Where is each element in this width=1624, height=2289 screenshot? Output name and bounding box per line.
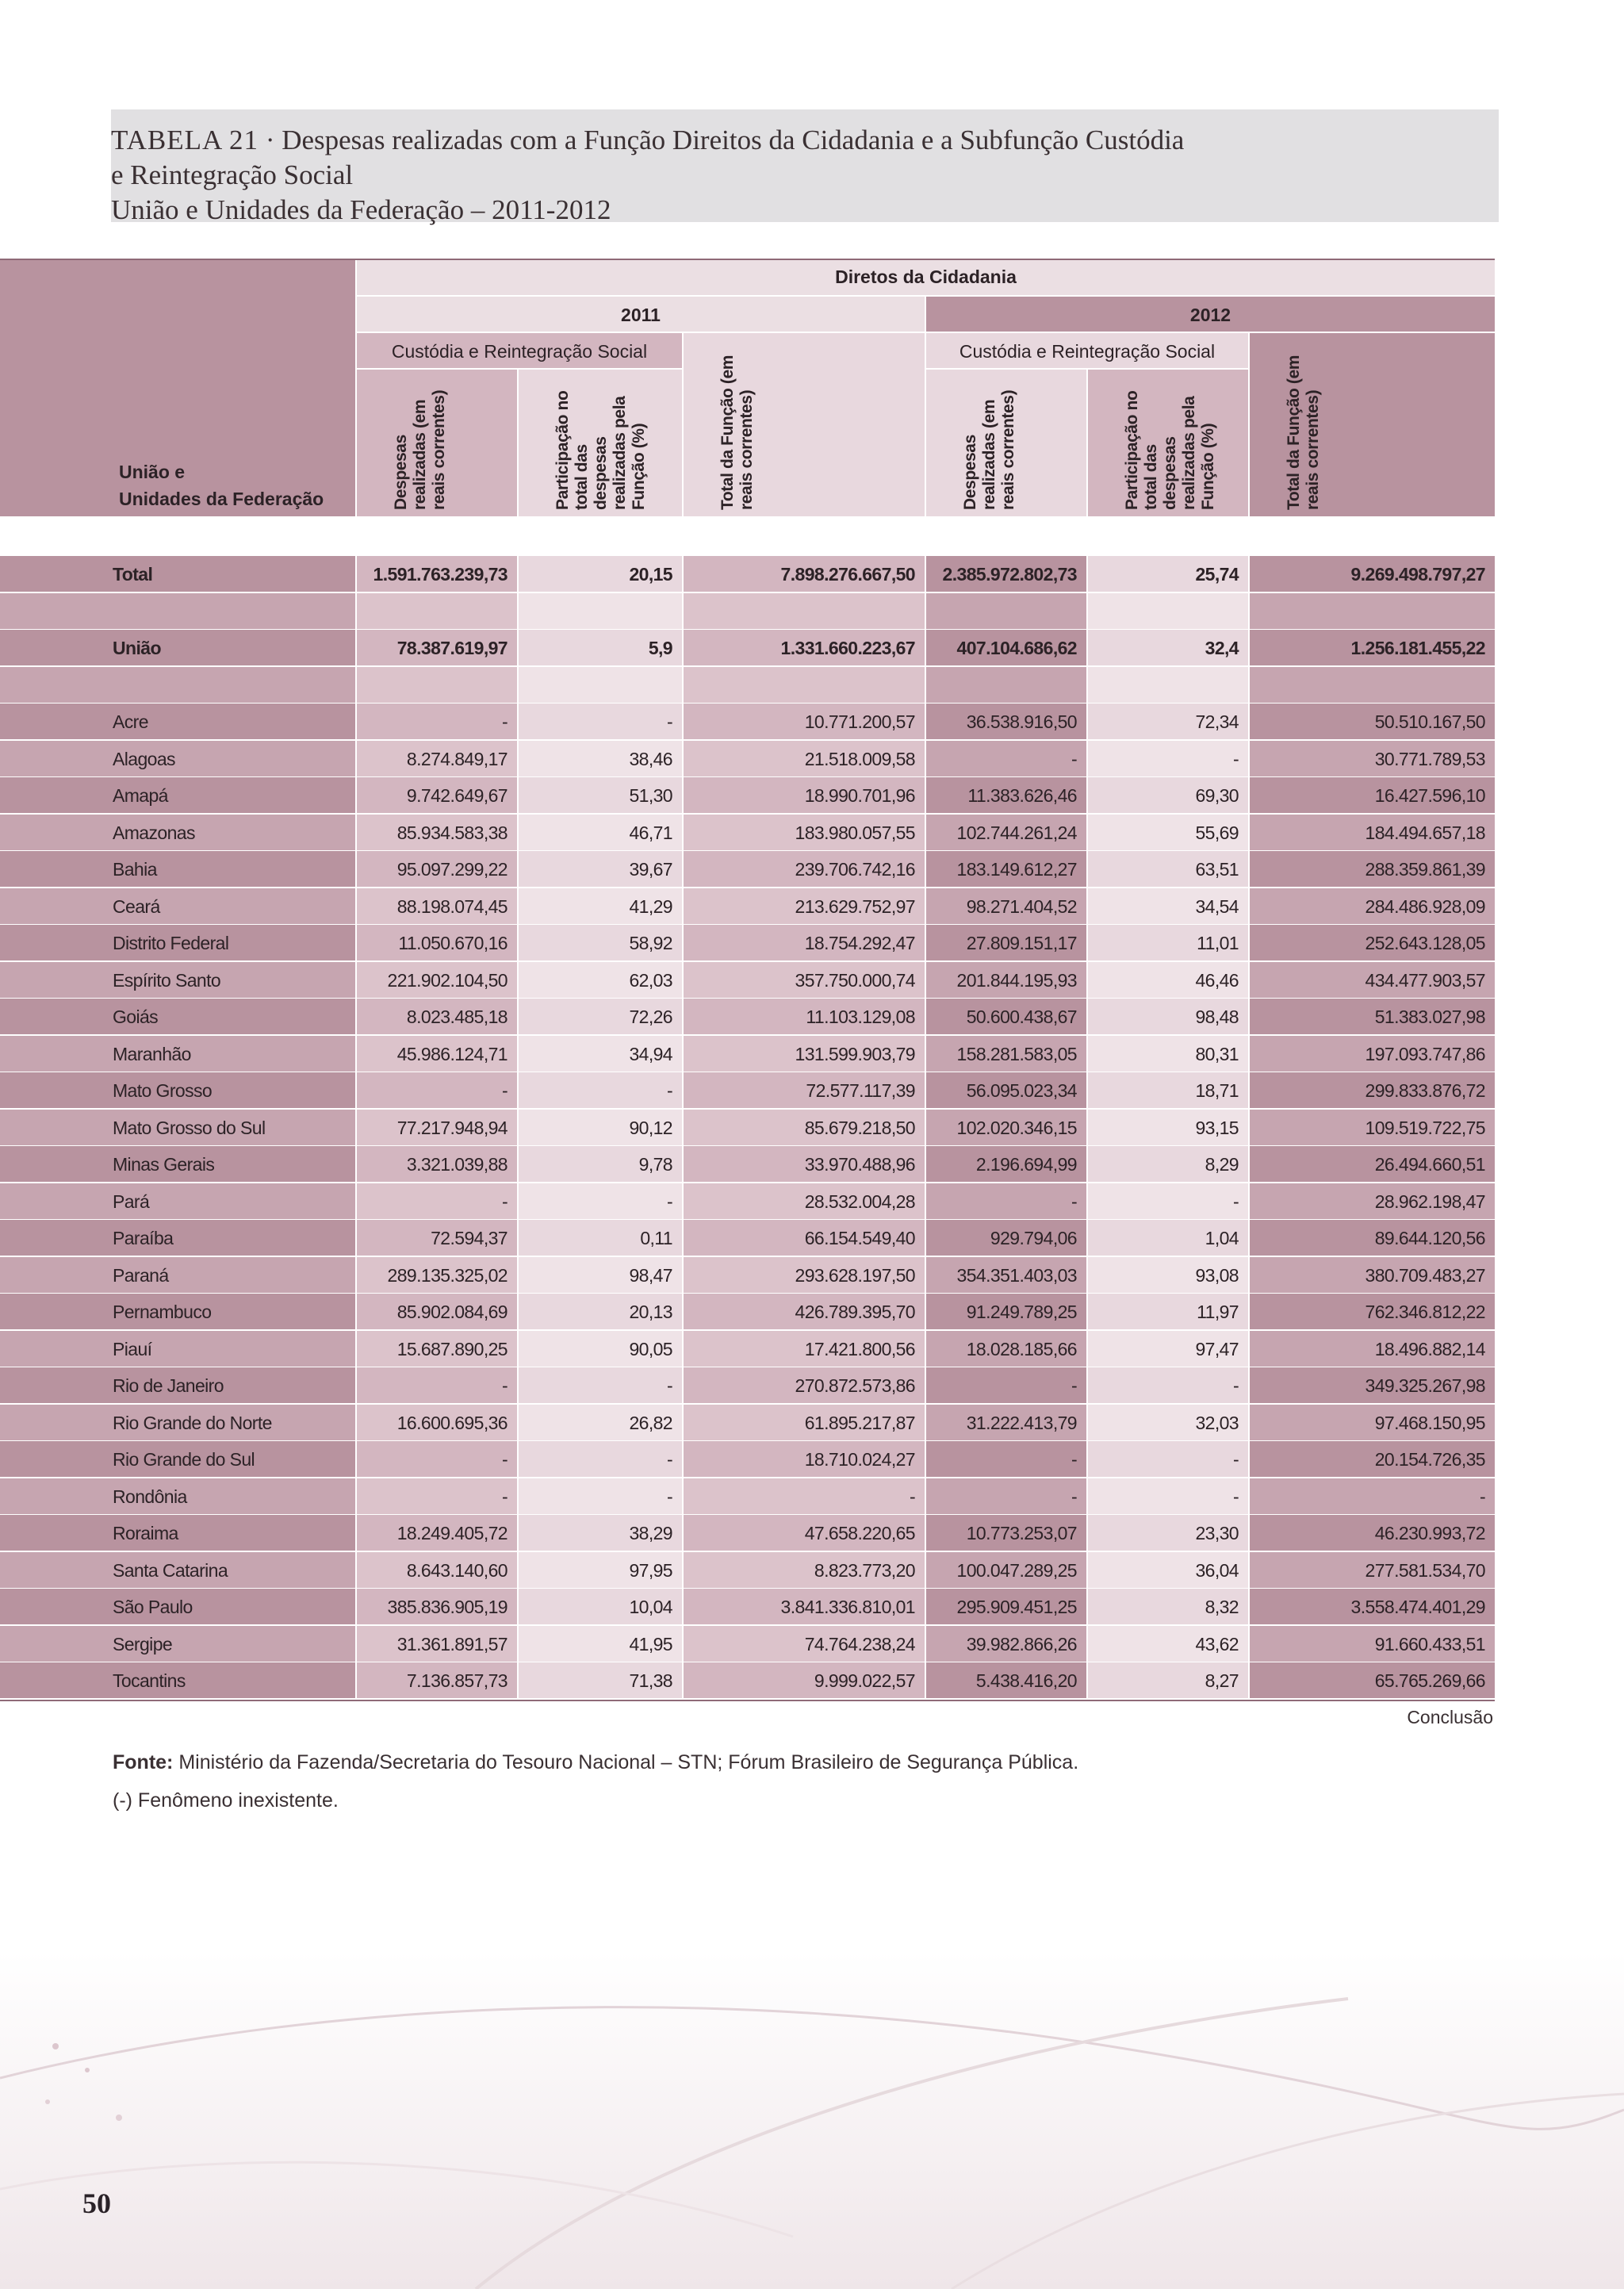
value-cell: 85.902.084,69 bbox=[355, 1294, 517, 1330]
header-sub-2012: Custódia e Reintegração Social bbox=[925, 332, 1248, 368]
table-row bbox=[0, 962, 1495, 999]
value-cell: - bbox=[355, 704, 517, 740]
value-cell: - bbox=[355, 1367, 517, 1404]
row-label-cell: Amapá bbox=[0, 777, 355, 814]
value-cell: 183.149.612,27 bbox=[925, 851, 1086, 888]
value-cell: 39.982.866,26 bbox=[925, 1626, 1086, 1662]
value-cell: 11,97 bbox=[1086, 1294, 1248, 1330]
value-cell: 32,4 bbox=[1086, 630, 1248, 666]
row-label-cell: Pará bbox=[0, 1183, 355, 1220]
value-cell: 9.269.498.797,27 bbox=[1248, 556, 1495, 592]
value-cell: - bbox=[517, 1441, 682, 1478]
value-cell: 27.809.151,17 bbox=[925, 925, 1086, 961]
table-row bbox=[0, 1405, 1495, 1441]
value-cell: 46,46 bbox=[1086, 962, 1248, 999]
value-cell: - bbox=[1086, 1183, 1248, 1220]
title-text-1: · Despesas realizadas com a Função Direitos da Cidadania e a Subfunção Custódia bbox=[259, 125, 1185, 155]
header-sub-2011: Custódia e Reintegração Social bbox=[355, 332, 682, 368]
value-cell: 36.538.916,50 bbox=[925, 704, 1086, 740]
table-number: TABELA 21 bbox=[111, 125, 259, 155]
value-cell: 91.249.789,25 bbox=[925, 1294, 1086, 1330]
value-cell: 20.154.726,35 bbox=[1248, 1441, 1495, 1478]
value-cell: 8,29 bbox=[1086, 1146, 1248, 1183]
table-row bbox=[0, 630, 1495, 666]
value-cell: - bbox=[925, 1183, 1086, 1220]
table-row bbox=[0, 1146, 1495, 1183]
value-cell: 2.385.972.802,73 bbox=[925, 556, 1086, 592]
value-cell: 98.271.404,52 bbox=[925, 888, 1086, 925]
value-cell: 15.687.890,25 bbox=[355, 1331, 517, 1367]
header-col-despesas-2011-label: Despesas realizadas (em reais correntes) bbox=[392, 389, 448, 510]
value-cell: 25,74 bbox=[1086, 556, 1248, 592]
table-row bbox=[0, 1441, 1495, 1478]
title-line-1 bbox=[111, 122, 1184, 159]
value-cell: - bbox=[925, 741, 1086, 777]
value-cell: 239.706.742,16 bbox=[682, 851, 925, 888]
value-cell: 62,03 bbox=[517, 962, 682, 999]
value-cell bbox=[682, 667, 925, 704]
value-cell: - bbox=[517, 1478, 682, 1515]
row-label-cell: Ceará bbox=[0, 888, 355, 925]
spacer-row bbox=[0, 593, 1495, 630]
row-label-cell: Tocantins bbox=[0, 1662, 355, 1699]
value-cell: 91.660.433,51 bbox=[1248, 1626, 1495, 1662]
value-cell: 39,67 bbox=[517, 851, 682, 888]
title-line-2: e Reintegração Social bbox=[111, 159, 354, 190]
page-number: 50 bbox=[82, 2187, 111, 2219]
value-cell: 72,26 bbox=[517, 999, 682, 1035]
table-row bbox=[0, 1626, 1495, 1662]
conclusion-note: Conclusão bbox=[1407, 1707, 1493, 1727]
row-label-cell: Espírito Santo bbox=[0, 962, 355, 999]
value-cell: 8.643.140,60 bbox=[355, 1552, 517, 1589]
row-label-cell: Goiás bbox=[0, 999, 355, 1035]
title-line-3: União e Unidades da Federação – 2011-2012 bbox=[111, 194, 611, 225]
value-cell: 97,95 bbox=[517, 1552, 682, 1589]
table-bottom-rule bbox=[0, 1700, 1495, 1701]
header-top-rule bbox=[0, 259, 1495, 260]
value-cell: 10.773.253,07 bbox=[925, 1515, 1086, 1551]
value-cell: 78.387.619,97 bbox=[355, 630, 517, 666]
row-label-cell: Piauí bbox=[0, 1331, 355, 1367]
value-cell: - bbox=[1086, 1478, 1248, 1515]
value-cell: 55,69 bbox=[1086, 815, 1248, 851]
value-cell: 45.986.124,71 bbox=[355, 1036, 517, 1072]
value-cell: 85.679.218,50 bbox=[682, 1110, 925, 1146]
decorative-background bbox=[0, 1951, 1624, 2289]
row-label-cell: Paraíba bbox=[0, 1220, 355, 1256]
value-cell: 201.844.195,93 bbox=[925, 962, 1086, 999]
value-cell bbox=[925, 593, 1086, 630]
value-cell: - bbox=[517, 704, 682, 740]
value-cell: - bbox=[355, 1478, 517, 1515]
row-label-cell bbox=[0, 667, 355, 704]
value-cell: 102.744.261,24 bbox=[925, 815, 1086, 851]
source-note bbox=[113, 1751, 1078, 1774]
value-cell: 17.421.800,56 bbox=[682, 1331, 925, 1367]
value-cell: 8,27 bbox=[1086, 1662, 1248, 1699]
value-cell: 23,30 bbox=[1086, 1515, 1248, 1551]
table-row bbox=[0, 1589, 1495, 1625]
row-label-cell: Santa Catarina bbox=[0, 1552, 355, 1589]
value-cell: 385.836.905,19 bbox=[355, 1589, 517, 1625]
header-col-despesas-2012-label: Despesas realizadas (em reais correntes) bbox=[961, 389, 1017, 510]
value-cell: 354.351.403,03 bbox=[925, 1257, 1086, 1294]
table-row bbox=[0, 1072, 1495, 1109]
value-cell: 5,9 bbox=[517, 630, 682, 666]
value-cell: 9,78 bbox=[517, 1146, 682, 1183]
value-cell: 252.643.128,05 bbox=[1248, 925, 1495, 961]
spacer-row bbox=[0, 667, 1495, 704]
value-cell: 0,11 bbox=[517, 1220, 682, 1256]
header-col-despesas-2012 bbox=[925, 368, 1086, 516]
value-cell: 3.558.474.401,29 bbox=[1248, 1589, 1495, 1625]
row-label-cell: Acre bbox=[0, 704, 355, 740]
value-cell: 46,71 bbox=[517, 815, 682, 851]
value-cell: 26,82 bbox=[517, 1405, 682, 1441]
value-cell: - bbox=[517, 1367, 682, 1404]
header-col-participacao-2012 bbox=[1086, 368, 1248, 516]
value-cell: 47.658.220,65 bbox=[682, 1515, 925, 1551]
value-cell bbox=[355, 593, 517, 630]
value-cell: 284.486.928,09 bbox=[1248, 888, 1495, 925]
table-row bbox=[0, 704, 1495, 740]
value-cell: 109.519.722,75 bbox=[1248, 1110, 1495, 1146]
table-row bbox=[0, 1552, 1495, 1589]
value-cell: 16.600.695,36 bbox=[355, 1405, 517, 1441]
table-row bbox=[0, 888, 1495, 925]
table-row bbox=[0, 1294, 1495, 1330]
value-cell: - bbox=[1086, 741, 1248, 777]
row-label-cell: Alagoas bbox=[0, 741, 355, 777]
value-cell: 277.581.534,70 bbox=[1248, 1552, 1495, 1589]
value-cell: 102.020.346,15 bbox=[925, 1110, 1086, 1146]
value-cell: 77.217.948,94 bbox=[355, 1110, 517, 1146]
value-cell: 288.359.861,39 bbox=[1248, 851, 1495, 888]
value-cell: 8,32 bbox=[1086, 1589, 1248, 1625]
table-row bbox=[0, 851, 1495, 888]
header-stub-cell bbox=[0, 259, 355, 516]
value-cell: 89.644.120,56 bbox=[1248, 1220, 1495, 1256]
value-cell: 34,54 bbox=[1086, 888, 1248, 925]
value-cell: 11.050.670,16 bbox=[355, 925, 517, 961]
value-cell: 50.510.167,50 bbox=[1248, 704, 1495, 740]
value-cell bbox=[355, 667, 517, 704]
table-row bbox=[0, 1220, 1495, 1256]
value-cell: 51.383.027,98 bbox=[1248, 999, 1495, 1035]
header-year-2012: 2012 bbox=[925, 295, 1495, 332]
value-cell: 97,47 bbox=[1086, 1331, 1248, 1367]
value-cell: 2.196.694,99 bbox=[925, 1146, 1086, 1183]
value-cell: 28.962.198,47 bbox=[1248, 1183, 1495, 1220]
row-label-cell bbox=[0, 593, 355, 630]
row-label-cell: Minas Gerais bbox=[0, 1146, 355, 1183]
value-cell: 36,04 bbox=[1086, 1552, 1248, 1589]
value-cell: 50.600.438,67 bbox=[925, 999, 1086, 1035]
value-cell: 197.093.747,86 bbox=[1248, 1036, 1495, 1072]
value-cell: 18,71 bbox=[1086, 1072, 1248, 1109]
value-cell: 158.281.583,05 bbox=[925, 1036, 1086, 1072]
value-cell: 9.742.649,67 bbox=[355, 777, 517, 814]
table-row bbox=[0, 777, 1495, 814]
value-cell: 11,01 bbox=[1086, 925, 1248, 961]
value-cell: 33.970.488,96 bbox=[682, 1146, 925, 1183]
row-label-cell: Mato Grosso do Sul bbox=[0, 1110, 355, 1146]
value-cell: 9.999.022,57 bbox=[682, 1662, 925, 1699]
value-cell: - bbox=[355, 1072, 517, 1109]
value-cell: 7.136.857,73 bbox=[355, 1662, 517, 1699]
value-cell: 26.494.660,51 bbox=[1248, 1146, 1495, 1183]
table-row bbox=[0, 556, 1495, 592]
value-cell bbox=[1086, 593, 1248, 630]
table-row bbox=[0, 1367, 1495, 1404]
value-cell: 98,48 bbox=[1086, 999, 1248, 1035]
value-cell: 131.599.903,79 bbox=[682, 1036, 925, 1072]
value-cell: 90,05 bbox=[517, 1331, 682, 1367]
value-cell: 46.230.993,72 bbox=[1248, 1515, 1495, 1551]
value-cell: 5.438.416,20 bbox=[925, 1662, 1086, 1699]
value-cell: - bbox=[925, 1367, 1086, 1404]
source-label: Fonte: bbox=[113, 1751, 174, 1773]
value-cell: 16.427.596,10 bbox=[1248, 777, 1495, 814]
value-cell: 18.249.405,72 bbox=[355, 1515, 517, 1551]
value-cell: 289.135.325,02 bbox=[355, 1257, 517, 1294]
value-cell: 85.934.583,38 bbox=[355, 815, 517, 851]
value-cell: 434.477.903,57 bbox=[1248, 962, 1495, 999]
header-col-despesas-2011 bbox=[355, 368, 517, 516]
value-cell: 93,15 bbox=[1086, 1110, 1248, 1146]
value-cell: 18.496.882,14 bbox=[1248, 1331, 1495, 1367]
value-cell: 183.980.057,55 bbox=[682, 815, 925, 851]
value-cell: 1.591.763.239,73 bbox=[355, 556, 517, 592]
value-cell: 43,62 bbox=[1086, 1626, 1248, 1662]
value-cell: 69,30 bbox=[1086, 777, 1248, 814]
value-cell: 8.274.849,17 bbox=[355, 741, 517, 777]
value-cell: - bbox=[925, 1478, 1086, 1515]
value-cell: 18.990.701,96 bbox=[682, 777, 925, 814]
row-label-cell: Total bbox=[0, 556, 355, 592]
value-cell: 63,51 bbox=[1086, 851, 1248, 888]
value-cell bbox=[517, 667, 682, 704]
value-cell: 184.494.657,18 bbox=[1248, 815, 1495, 851]
table-row bbox=[0, 1331, 1495, 1367]
table-row bbox=[0, 999, 1495, 1035]
row-label-cell: Bahia bbox=[0, 851, 355, 888]
value-cell: 213.629.752,97 bbox=[682, 888, 925, 925]
value-cell: 30.771.789,53 bbox=[1248, 741, 1495, 777]
value-cell: 221.902.104,50 bbox=[355, 962, 517, 999]
value-cell: 41,29 bbox=[517, 888, 682, 925]
value-cell: 270.872.573,86 bbox=[682, 1367, 925, 1404]
value-cell: 8.823.773,20 bbox=[682, 1552, 925, 1589]
value-cell: 11.383.626,46 bbox=[925, 777, 1086, 814]
header-col-total-2012 bbox=[1248, 332, 1495, 516]
value-cell: 20,13 bbox=[517, 1294, 682, 1330]
row-label-cell: Paraná bbox=[0, 1257, 355, 1294]
value-cell: 407.104.686,62 bbox=[925, 630, 1086, 666]
value-cell: 10,04 bbox=[517, 1589, 682, 1625]
table-title-block bbox=[111, 109, 1499, 225]
row-label-cell: Mato Grosso bbox=[0, 1072, 355, 1109]
value-cell: 100.047.289,25 bbox=[925, 1552, 1086, 1589]
value-cell: 80,31 bbox=[1086, 1036, 1248, 1072]
legend-note: (-) Fenômeno inexistente. bbox=[113, 1789, 339, 1812]
value-cell: 1.256.181.455,22 bbox=[1248, 630, 1495, 666]
value-cell: 28.532.004,28 bbox=[682, 1183, 925, 1220]
row-label-cell: Rio Grande do Sul bbox=[0, 1441, 355, 1478]
value-cell: 762.346.812,22 bbox=[1248, 1294, 1495, 1330]
value-cell: 20,15 bbox=[517, 556, 682, 592]
value-cell: 34,94 bbox=[517, 1036, 682, 1072]
value-cell: 97.468.150,95 bbox=[1248, 1405, 1495, 1441]
value-cell bbox=[1248, 667, 1495, 704]
table-row bbox=[0, 815, 1495, 851]
value-cell: 93,08 bbox=[1086, 1257, 1248, 1294]
value-cell: 3.321.039,88 bbox=[355, 1146, 517, 1183]
header-col-participacao-2011 bbox=[517, 368, 682, 516]
value-cell: 293.628.197,50 bbox=[682, 1257, 925, 1294]
value-cell: 58,92 bbox=[517, 925, 682, 961]
table-row bbox=[0, 925, 1495, 961]
value-cell bbox=[1248, 593, 1495, 630]
value-cell: 32,03 bbox=[1086, 1405, 1248, 1441]
value-cell: 38,46 bbox=[517, 741, 682, 777]
value-cell: 299.833.876,72 bbox=[1248, 1072, 1495, 1109]
value-cell: 1,04 bbox=[1086, 1220, 1248, 1256]
value-cell: 72,34 bbox=[1086, 704, 1248, 740]
header-col-participacao-2011-label: Participação no total das despesas realizadas pela Função (%) bbox=[553, 390, 648, 510]
value-cell: 18.028.185,66 bbox=[925, 1331, 1086, 1367]
table-row bbox=[0, 741, 1495, 777]
value-cell: 61.895.217,87 bbox=[682, 1405, 925, 1441]
row-label-cell: Pernambuco bbox=[0, 1294, 355, 1330]
value-cell: 65.765.269,66 bbox=[1248, 1662, 1495, 1699]
row-label-cell: Rondônia bbox=[0, 1478, 355, 1515]
value-cell bbox=[682, 593, 925, 630]
table-row bbox=[0, 1183, 1495, 1220]
value-cell: 1.331.660.223,67 bbox=[682, 630, 925, 666]
value-cell: - bbox=[1248, 1478, 1495, 1515]
value-cell: 7.898.276.667,50 bbox=[682, 556, 925, 592]
value-cell: 21.518.009,58 bbox=[682, 741, 925, 777]
row-label-cell: Roraima bbox=[0, 1515, 355, 1551]
value-cell: 72.577.117,39 bbox=[682, 1072, 925, 1109]
value-cell: 38,29 bbox=[517, 1515, 682, 1551]
value-cell: 66.154.549,40 bbox=[682, 1220, 925, 1256]
value-cell: 51,30 bbox=[517, 777, 682, 814]
table-row bbox=[0, 1478, 1495, 1515]
header-year-2011: 2011 bbox=[355, 295, 925, 332]
value-cell: - bbox=[517, 1072, 682, 1109]
table-row bbox=[0, 1110, 1495, 1146]
value-cell: 90,12 bbox=[517, 1110, 682, 1146]
table-row bbox=[0, 1257, 1495, 1294]
value-cell: 380.709.483,27 bbox=[1248, 1257, 1495, 1294]
value-cell: - bbox=[682, 1478, 925, 1515]
value-cell: 95.097.299,22 bbox=[355, 851, 517, 888]
value-cell: 11.103.129,08 bbox=[682, 999, 925, 1035]
value-cell: 56.095.023,34 bbox=[925, 1072, 1086, 1109]
header-col-participacao-2012-label: Participação no total das despesas realizadas pela Função (%) bbox=[1123, 390, 1217, 510]
stub-label-line-2: Unidades da Federação bbox=[119, 489, 324, 509]
stub-label-line-1: União e bbox=[119, 462, 186, 482]
table-row bbox=[0, 1662, 1495, 1699]
value-cell: 74.764.238,24 bbox=[682, 1626, 925, 1662]
table-row bbox=[0, 1036, 1495, 1072]
row-label-cell: Amazonas bbox=[0, 815, 355, 851]
table-row bbox=[0, 1515, 1495, 1551]
value-cell bbox=[517, 593, 682, 630]
value-cell: 31.361.891,57 bbox=[355, 1626, 517, 1662]
value-cell bbox=[1086, 667, 1248, 704]
value-cell: 349.325.267,98 bbox=[1248, 1367, 1495, 1404]
header-col-total-2011-label: Total da Função (em reais correntes) bbox=[718, 355, 756, 510]
row-label-cell: Rio Grande do Norte bbox=[0, 1405, 355, 1441]
row-label-cell: Rio de Janeiro bbox=[0, 1367, 355, 1404]
value-cell: 71,38 bbox=[517, 1662, 682, 1699]
value-cell: 10.771.200,57 bbox=[682, 704, 925, 740]
row-label-cell: Distrito Federal bbox=[0, 925, 355, 961]
value-cell: 18.754.292,47 bbox=[682, 925, 925, 961]
value-cell: - bbox=[1086, 1441, 1248, 1478]
value-cell: - bbox=[355, 1441, 517, 1478]
value-cell: 8.023.485,18 bbox=[355, 999, 517, 1035]
row-label-cell: Maranhão bbox=[0, 1036, 355, 1072]
value-cell: - bbox=[1086, 1367, 1248, 1404]
row-label-cell: União bbox=[0, 630, 355, 666]
value-cell: 18.710.024,27 bbox=[682, 1441, 925, 1478]
value-cell: 929.794,06 bbox=[925, 1220, 1086, 1256]
value-cell: 72.594,37 bbox=[355, 1220, 517, 1256]
value-cell bbox=[925, 667, 1086, 704]
value-cell: 41,95 bbox=[517, 1626, 682, 1662]
header-col-total-2011 bbox=[682, 332, 925, 516]
value-cell: - bbox=[355, 1183, 517, 1220]
header-group-cidadania: Diretos da Cidadania bbox=[355, 259, 1495, 295]
value-cell: 3.841.336.810,01 bbox=[682, 1589, 925, 1625]
value-cell: 357.750.000,74 bbox=[682, 962, 925, 999]
row-label-cell: São Paulo bbox=[0, 1589, 355, 1625]
value-cell: - bbox=[517, 1183, 682, 1220]
value-cell: 31.222.413,79 bbox=[925, 1405, 1086, 1441]
value-cell: - bbox=[925, 1441, 1086, 1478]
value-cell: 295.909.451,25 bbox=[925, 1589, 1086, 1625]
value-cell: 426.789.395,70 bbox=[682, 1294, 925, 1330]
value-cell: 98,47 bbox=[517, 1257, 682, 1294]
header-col-total-2012-label: Total da Função (em reais correntes) bbox=[1285, 355, 1322, 510]
row-label-cell: Sergipe bbox=[0, 1626, 355, 1662]
source-text: Ministério da Fazenda/Secretaria do Tesouro Nacional – STN; Fórum Brasileiro de Segurança Pública. bbox=[173, 1751, 1079, 1773]
value-cell: 88.198.074,45 bbox=[355, 888, 517, 925]
